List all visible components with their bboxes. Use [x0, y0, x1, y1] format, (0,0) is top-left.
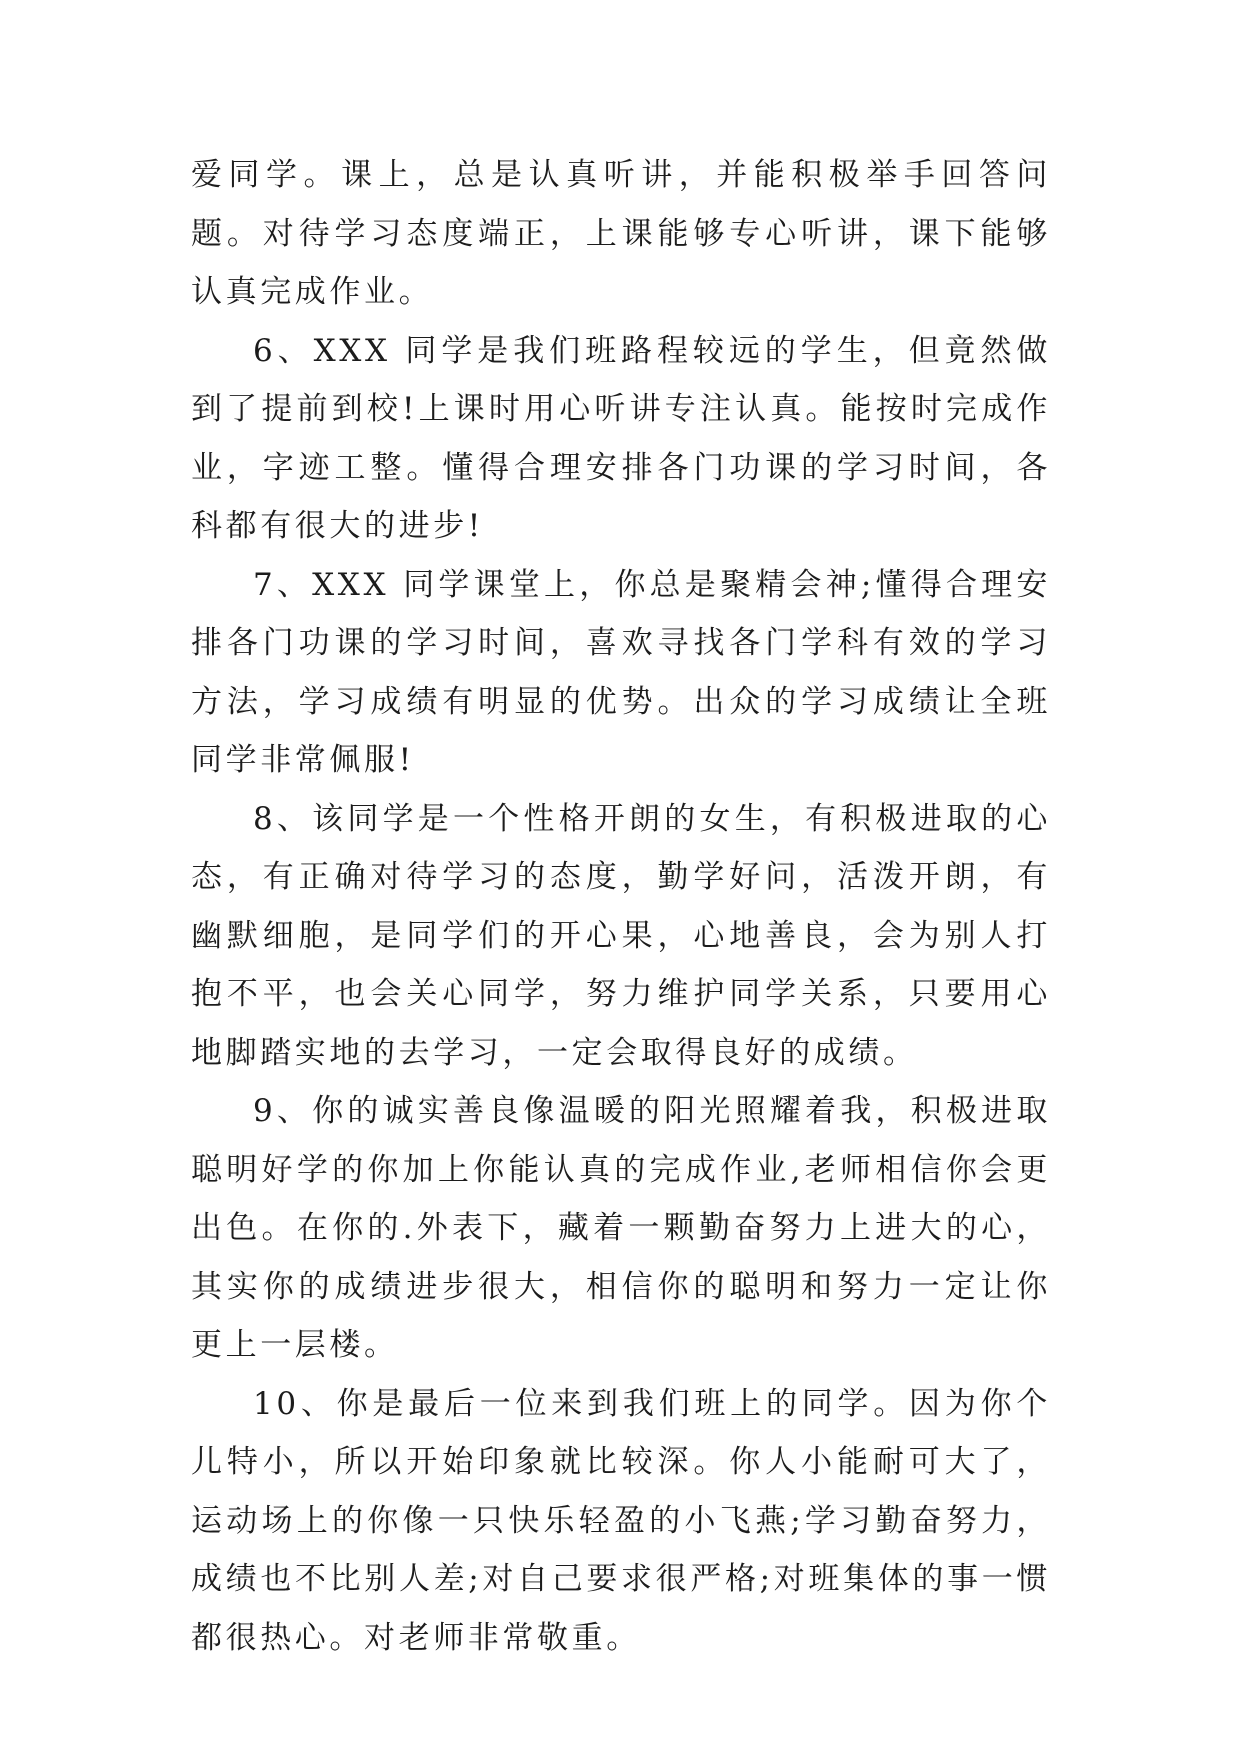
paragraph-continuation: 爱同学。课上，总是认真听讲，并能积极举手回答问题。对待学习态度端正，上课能够专心听讲，课下能够认真完成作业。 [191, 157, 1051, 310]
comment-8: 8、该同学是一个性格开朗的女生，有积极进取的心态，有正确对待学习的态度，勤学好问，活泼开朗，有幽默细胞，是同学们的开心果，心地善良，会为别人打抱不平，也会关心同学，努力维护同学关系，只要用心地脚踏实地的去学习，一定会取得良好的成绩。 [191, 800, 1051, 1071]
comment-7: 7、XXX 同学课堂上，你总是聚精会神;懂得合理安排各门功课的学习时间，喜欢寻找各门学科有效的学习方法，学习成绩有明显的优势。出众的学习成绩让全班同学非常佩服! [191, 566, 1051, 778]
comment-10: 10、你是最后一位来到我们班上的同学。因为你个儿特小，所以开始印象就比较深。你人小能耐可大了，运动场上的你像一只快乐轻盈的小飞燕;学习勤奋努力，成绩也不比别人差;对自己要求很严格;对班集体的事一惯都很热心。对老师非常敬重。 [191, 1385, 1051, 1656]
comment-6: 6、XXX 同学是我们班路程较远的学生，但竟然做到了提前到校!上课时用心听讲专注认真。能按时完成作业，字迹工整。懂得合理安排各门功课的学习时间，各科都有很大的进步! [191, 332, 1051, 544]
document-page [191, 146, 1051, 1667]
comment-9: 9、你的诚实善良像温暖的阳光照耀着我，积极进取聪明好学的你加上你能认真的完成作业,老师相信你会更出色。在你的.外表下，藏着一颗勤奋努力上进大的心，其实你的成绩进步很大，相信你的聪明和努力一定让你更上一层楼。 [191, 1093, 1051, 1363]
